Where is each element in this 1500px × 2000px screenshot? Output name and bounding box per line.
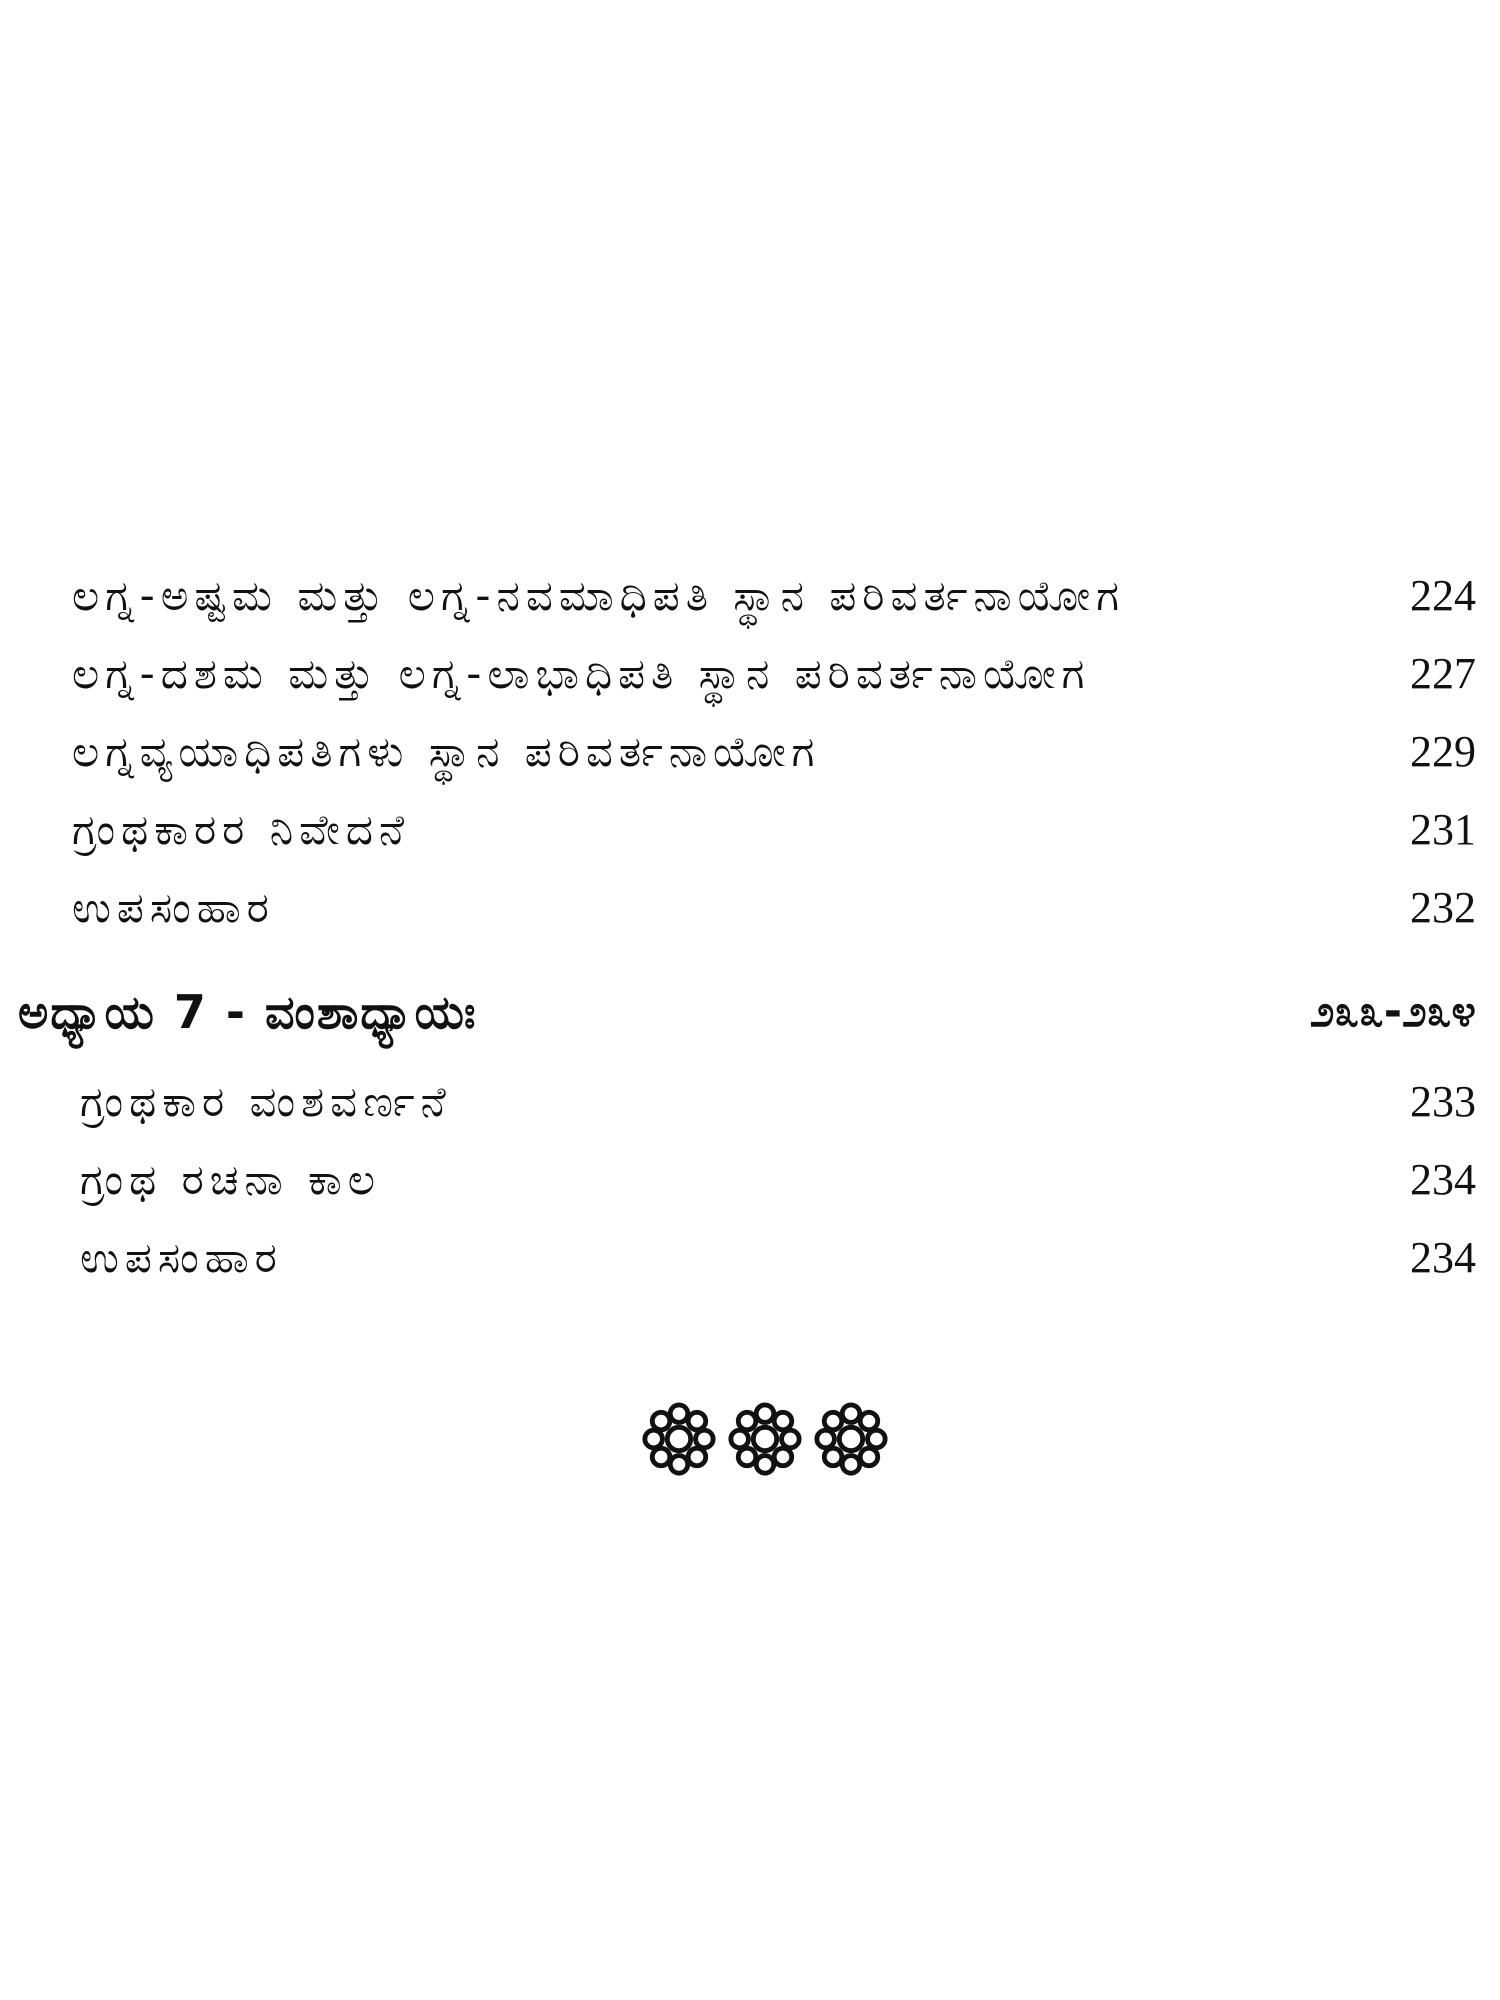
toc-entry-title: ಲಗ್ನವ್ಯಯಾಧಿಪತಿಗಳು ಸ್ಥಾನ ಪರಿವರ್ತನಾಯೋಗ xyxy=(72,727,821,776)
toc-entry-title: ಗ್ರಂಥ ರಚನಾ ಕಾಲ xyxy=(80,1155,381,1204)
toc-entry-page: 233 xyxy=(1410,1077,1476,1126)
flower-icon xyxy=(812,1400,890,1478)
toc-entry-page: 229 xyxy=(1410,727,1476,776)
flower-icon xyxy=(726,1400,804,1478)
toc-entry-title: ಲಗ್ನ-ಅಷ್ಟಮ ಮತ್ತು ಲಗ್ನ-ನವಮಾಧಿಪತಿ ಸ್ಥಾನ ಪರಿವರ್ತನಾಯೋಗ xyxy=(72,571,1125,620)
chapter-title: ಅಧ್ಯಾಯ 7 - ವಂಶಾಧ್ಯಾಯಃ xyxy=(18,985,478,1039)
toc-entry-title: ಗ್ರಂಥಕಾರರ ನಿವೇದನೆ xyxy=(72,805,410,854)
toc-entry xyxy=(0,794,1500,866)
toc-entry-page: 227 xyxy=(1410,649,1476,698)
toc-entry-page: 224 xyxy=(1410,571,1476,620)
three-flower-ornament-icon xyxy=(640,1400,890,1490)
toc-entry xyxy=(0,638,1500,710)
toc-entry-page: 232 xyxy=(1410,883,1476,932)
toc-entry-title: ಉಪಸಂಹಾರ xyxy=(80,1233,283,1282)
toc-entry xyxy=(0,872,1500,944)
flower-icon xyxy=(640,1400,718,1478)
toc-entry-page: 234 xyxy=(1410,1233,1476,1282)
toc-entry-page: 231 xyxy=(1410,805,1476,854)
toc-entry-title: ಉಪಸಂಹಾರ xyxy=(72,883,275,932)
toc-entry xyxy=(0,1222,1500,1294)
toc-entry xyxy=(0,716,1500,788)
toc-entry-page: 234 xyxy=(1410,1155,1476,1204)
toc-entry xyxy=(0,1066,1500,1138)
toc-entry xyxy=(0,1144,1500,1216)
toc-entry xyxy=(0,560,1500,632)
chapter-page-range: ೨೩೩-೨೩೪ xyxy=(1309,986,1476,1037)
chapter-heading xyxy=(0,976,1500,1048)
toc-entry-title: ಲಗ್ನ-ದಶಮ ಮತ್ತು ಲಗ್ನ-ಲಾಭಾಧಿಪತಿ ಸ್ಥಾನ ಪರಿವರ್ತನಾಯೋಗ xyxy=(72,649,1091,698)
toc-entry-title: ಗ್ರಂಥಕಾರ ವಂಶವರ್ಣನೆ xyxy=(80,1077,452,1126)
